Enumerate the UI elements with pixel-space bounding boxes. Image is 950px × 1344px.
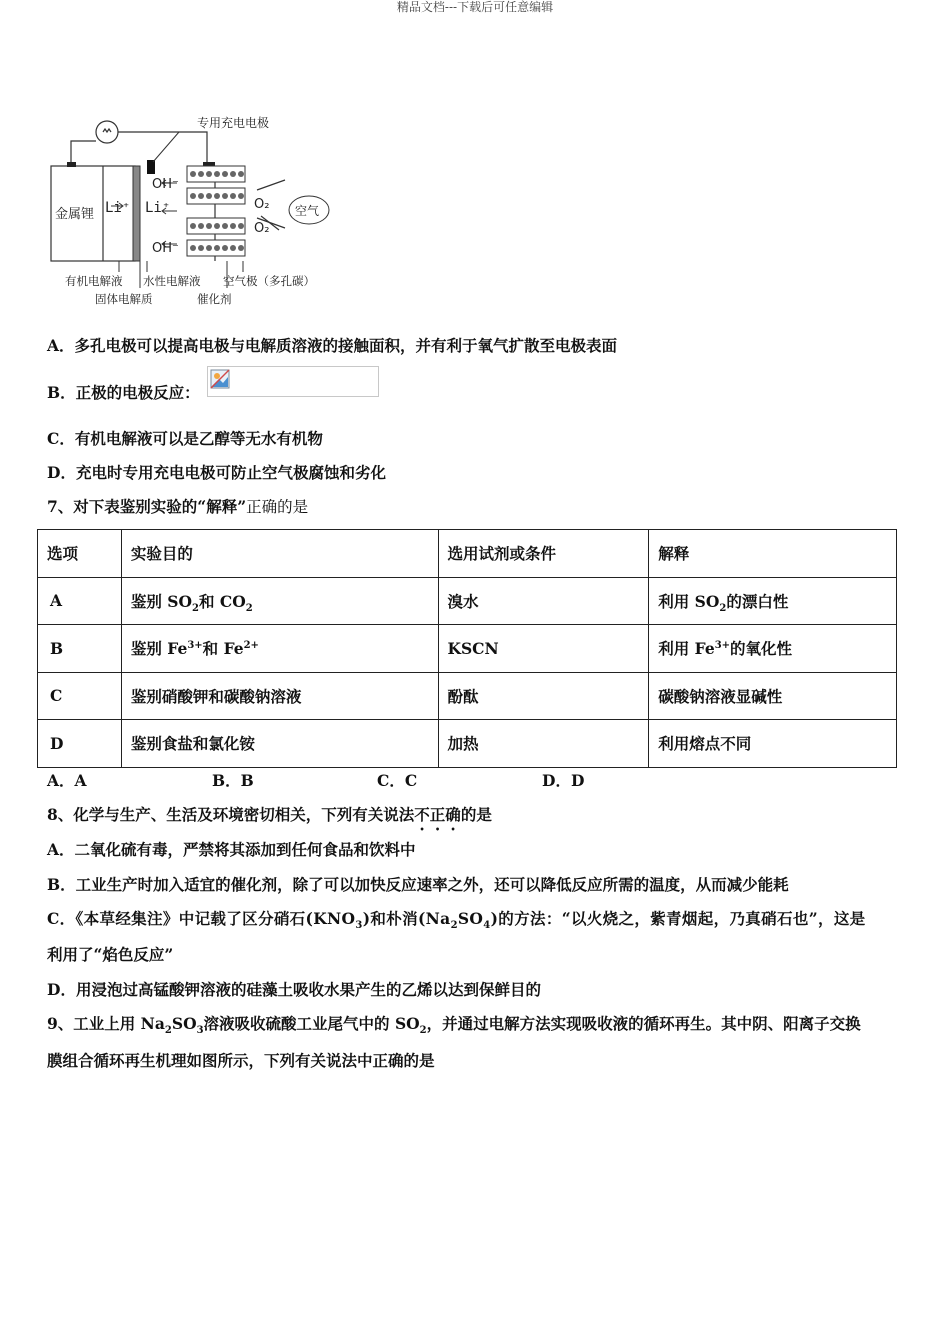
q8-option-b: B．工业生产时加入适宜的催化剂，除了可以加快反应速率之外，还可以降低反应所需的温度，从而减少能耗 [47, 875, 789, 894]
table-cell-explanation: 利用 $SO_2$的漂白性 [649, 577, 897, 625]
q9-stem-line1: 9、工业上用 $Na_2SO_3$溶液吸收硫酸工业尾气中的 $SO_2$，并通过电解方法实现吸收液的循环再生。其中阴、阳离子交换 [47, 1014, 861, 1037]
table-header-cell: 选项 [38, 530, 122, 578]
table-cell-goal: 鉴别硝酸钾和碳酸钠溶液 [121, 672, 438, 720]
table-cell-reagent: 酚酞 [438, 672, 649, 720]
table-header-row [38, 530, 897, 578]
q7-choice-c: C．C [377, 771, 418, 790]
diagram-label-organic: 有机电解液 [65, 274, 123, 288]
diagram-label-air-electrode: 空气极（多孔碳） [223, 274, 315, 288]
table-header-cell: 选用试剂或条件 [438, 530, 649, 578]
q7-choice-b: B．B [212, 771, 254, 790]
broken-image-placeholder [207, 366, 379, 397]
q8-option-d: D．用浸泡过高锰酸钾溶液的硅藻土吸收水果产生的乙烯以达到保鲜目的 [47, 980, 541, 999]
q8-stem: 8、化学与生产、生活及环境密切相关，下列有关说法不正确的是 [47, 805, 492, 824]
q6-option-d: D．充电时专用充电电极可防止空气极腐蚀和劣化 [47, 463, 386, 482]
q8-emphasis: 不正确 [414, 805, 461, 824]
table-cell-goal: 鉴别食盐和氯化铵 [121, 720, 438, 768]
diagram-label-air: 空气 [295, 204, 320, 218]
table-cell-option: D [38, 720, 122, 768]
diagram-label-metal: 金属锂 [55, 207, 95, 222]
diagram-label-catalyst: 催化剂 [197, 292, 232, 306]
q6-option-a: A．多孔电极可以提高电极与电解质溶液的接触面积，并有利于氧气扩散至电极表面 [47, 336, 618, 355]
table-cell-option: B [38, 625, 122, 673]
q7-choice-d: D．D [542, 771, 585, 790]
table-cell-reagent: 加热 [438, 720, 649, 768]
table-cell-option: C [38, 672, 122, 720]
q8-option-a: A．二氧化硫有毒，严禁将其添加到任何食品和饮料中 [47, 840, 416, 859]
diagram-label-water: 水性电解液 [143, 274, 201, 288]
diagram-label-solid: 固体电解质 [95, 292, 153, 306]
table-row [38, 672, 897, 720]
q9-stem-line2: 膜组合循环再生机理如图所示，下列有关说法中正确的是 [47, 1051, 435, 1070]
q7-stem [47, 497, 308, 517]
diagram-label-charging: 专用充电电极 [197, 116, 270, 130]
q7-choice-a: A．A [47, 771, 87, 790]
diagram-label-o2-bottom: O₂ [254, 221, 270, 236]
battery-diagram [47, 110, 337, 310]
table-row [38, 720, 897, 768]
diagram-label-li-right: Li⁺ [145, 200, 171, 216]
broken-image-icon [210, 369, 230, 389]
q6-option-b: B．正极的电极反应： [47, 383, 200, 402]
q7-stem-bold: 7、对下表鉴别实验的“解释” [47, 497, 247, 516]
table-cell-reagent: 溴水 [438, 577, 649, 625]
table-cell-goal: 鉴别 $SO_2$和 $CO_2$ [121, 577, 438, 625]
table-header-cell: 实验目的 [121, 530, 438, 578]
diagram-label-li-left: Li⁺ [105, 200, 131, 216]
diagram-label-o2-top: O₂ [254, 197, 270, 212]
q7-stem-plain: 正确的是 [246, 498, 309, 516]
table-cell-explanation: 利用熔点不同 [649, 720, 897, 768]
q8-option-c-cont: 利用了“焰色反应” [47, 945, 174, 964]
q8-option-c: C．《本草经集注》中记载了区分硝石$(KNO_3)$和朴消$(Na_2SO_4)$的方法：“以火烧之，紫青烟起，乃真硝石也”，这是 [47, 909, 866, 932]
q7-table [37, 529, 897, 768]
q6-option-c: C．有机电解液可以是乙醇等无水有机物 [47, 429, 323, 448]
table-cell-goal: 鉴别 $Fe^{3+}$和 $Fe^{2+}$ [121, 625, 438, 673]
table-row [38, 577, 897, 625]
table-header-cell: 解释 [649, 530, 897, 578]
table-cell-option: A [38, 577, 122, 625]
table-row [38, 625, 897, 673]
table-cell-reagent: KSCN [438, 625, 649, 673]
table-cell-explanation: 利用 $Fe^{3+}$的氧化性 [649, 625, 897, 673]
table-cell-explanation: 碳酸钠溶液显碱性 [649, 672, 897, 720]
page-header: 精品文档---下载后可任意编辑 [396, 0, 554, 14]
diagram-label-oh-top: OH⁻ [152, 177, 179, 192]
diagram-label-oh-bottom: OH⁻ [152, 241, 179, 256]
